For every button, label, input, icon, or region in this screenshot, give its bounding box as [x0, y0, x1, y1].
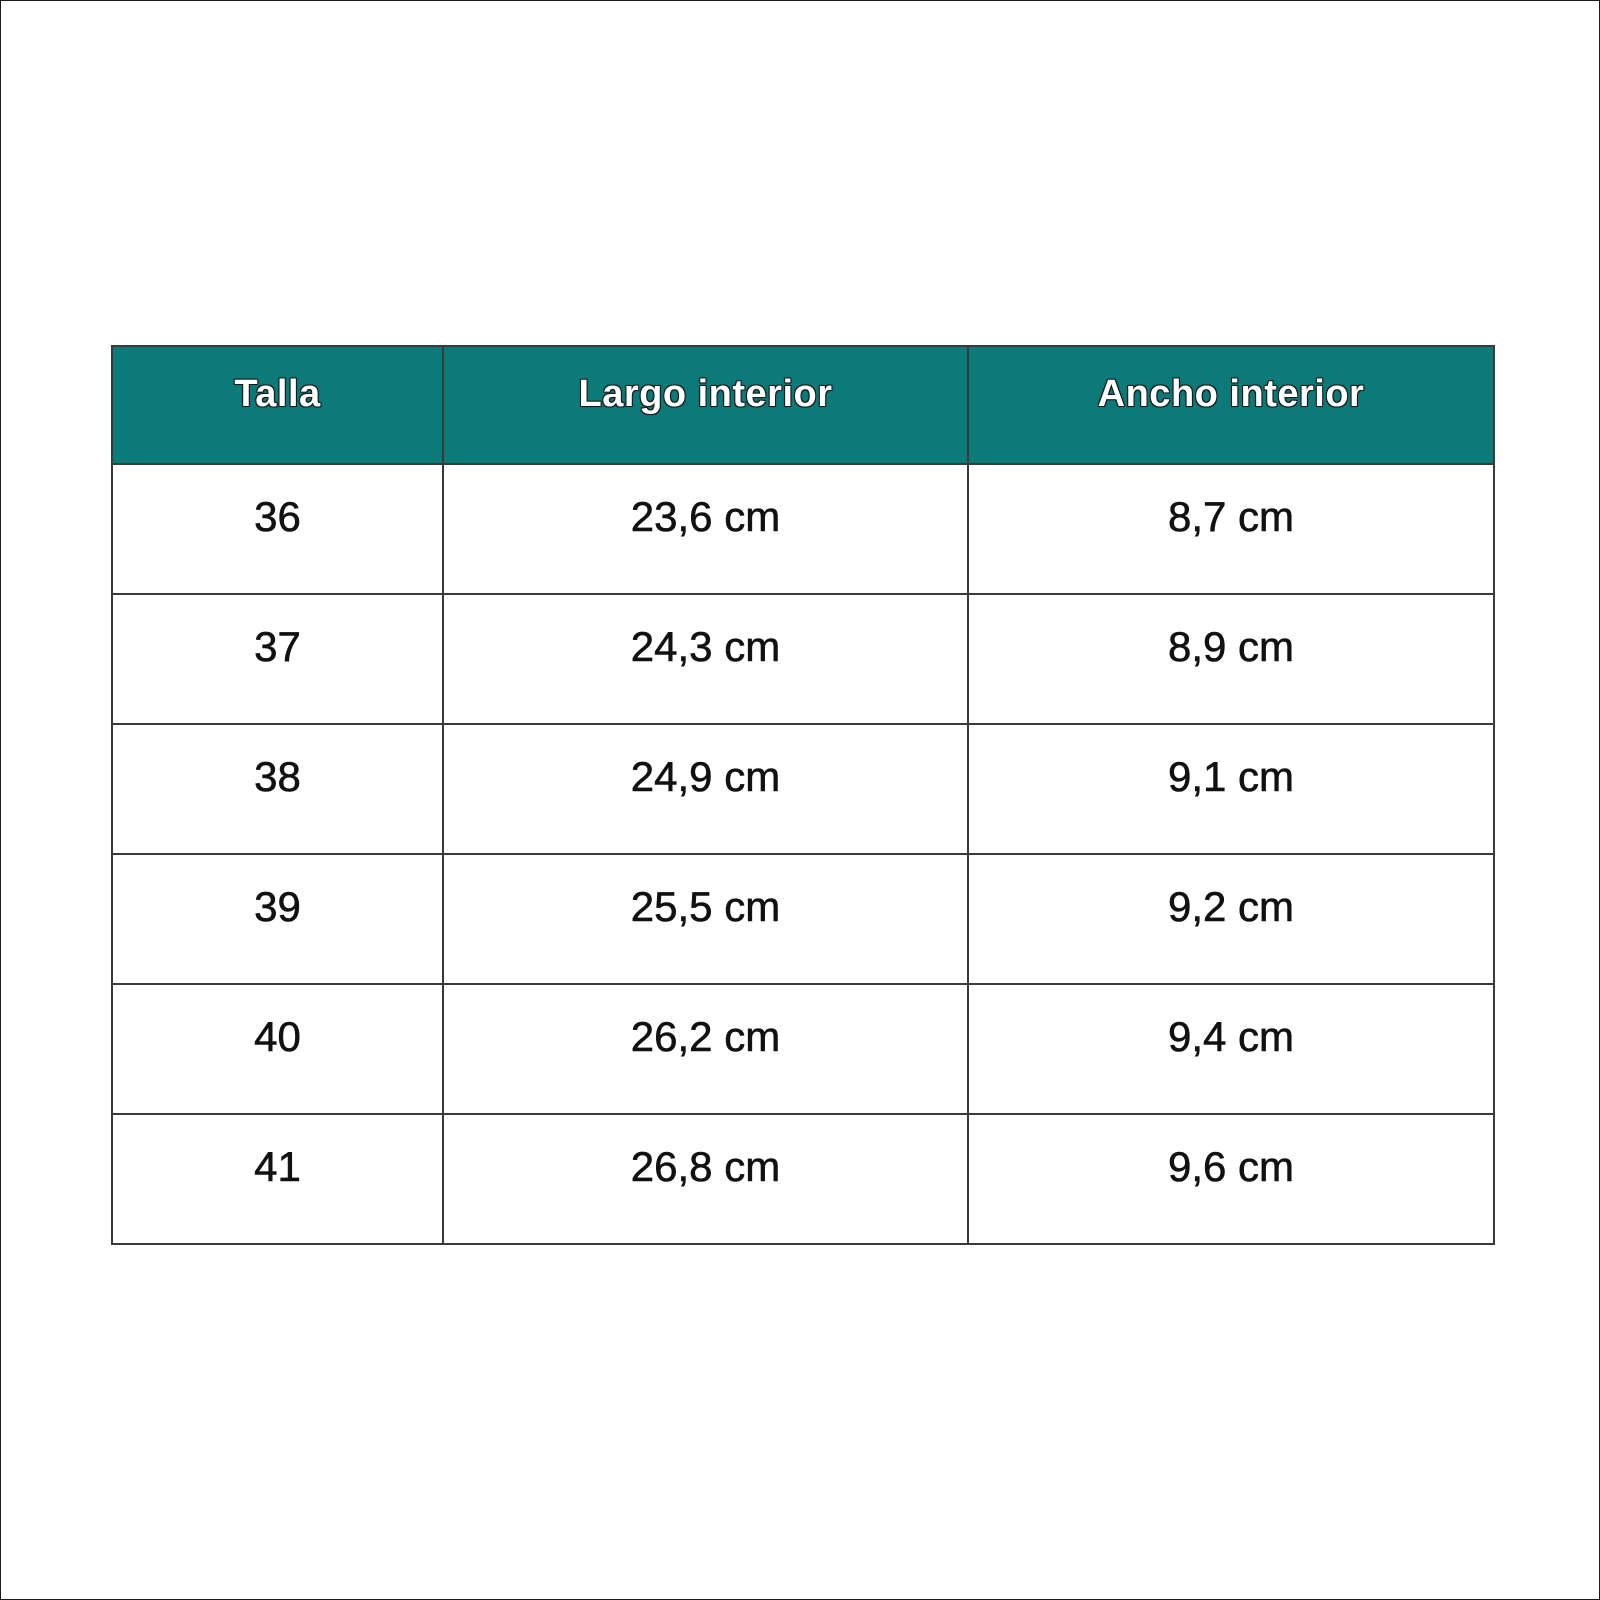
cell-size: 41: [112, 1114, 443, 1244]
table-header: [112, 346, 1494, 464]
cell-inner-length: 24,3 cm: [443, 594, 968, 724]
table-row: [112, 854, 1494, 984]
table-row: [112, 984, 1494, 1114]
header-size: Talla: [112, 346, 443, 464]
cell-size: 37: [112, 594, 443, 724]
table-body: [112, 464, 1494, 1244]
cell-inner-width: 8,9 cm: [968, 594, 1494, 724]
cell-inner-length: 23,6 cm: [443, 464, 968, 594]
cell-size: 40: [112, 984, 443, 1114]
cell-inner-width: 8,7 cm: [968, 464, 1494, 594]
header-inner-length: Largo interior: [443, 346, 968, 464]
cell-inner-length: 26,2 cm: [443, 984, 968, 1114]
size-chart-table: [111, 345, 1495, 1245]
cell-inner-length: 26,8 cm: [443, 1114, 968, 1244]
cell-size: 38: [112, 724, 443, 854]
cell-inner-width: 9,2 cm: [968, 854, 1494, 984]
table-row: [112, 594, 1494, 724]
cell-inner-width: 9,4 cm: [968, 984, 1494, 1114]
cell-inner-width: 9,6 cm: [968, 1114, 1494, 1244]
cell-size: 39: [112, 854, 443, 984]
table-row: [112, 1114, 1494, 1244]
cell-inner-length: 24,9 cm: [443, 724, 968, 854]
cell-inner-width: 9,1 cm: [968, 724, 1494, 854]
cell-size: 36: [112, 464, 443, 594]
table-row: [112, 464, 1494, 594]
cell-inner-length: 25,5 cm: [443, 854, 968, 984]
header-row: [112, 346, 1494, 464]
table-row: [112, 724, 1494, 854]
header-inner-width: Ancho interior: [968, 346, 1494, 464]
